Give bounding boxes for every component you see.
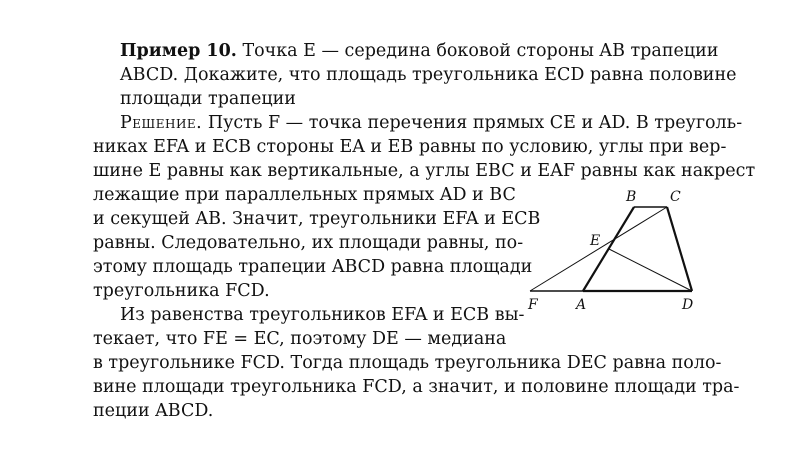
solution-line-4: лежащие при параллельных прямых AD и BC	[93, 185, 516, 205]
solution-line-7: этому площадь трапеции ABCD равна площади	[93, 257, 533, 277]
solution-line-13: пеции ABCD.	[93, 401, 214, 421]
solution-line-3: шине E равны как вертикальные, а углы EBC и EAF равны как накрест	[93, 161, 756, 181]
solution-line-1	[120, 112, 742, 134]
trapezoid-figure	[520, 185, 710, 315]
example-line-3: площади трапеции	[120, 89, 296, 109]
label-c: C	[670, 189, 681, 205]
solution-line-12: вине площади треугольника FCD, а значит, и половине площади тра-	[93, 377, 740, 397]
solution-line-9: Из равенства треугольников EFA и ECB вы-	[120, 305, 525, 325]
solution-line-6: равны. Следовательно, их площади равны, по-	[93, 233, 524, 253]
example-label: Пример 10.	[120, 41, 237, 61]
example-line-1	[120, 40, 718, 62]
label-b: B	[626, 189, 637, 205]
solution-text-1: Пусть F — точка перечения прямых CE и AD. В треуголь-	[207, 113, 743, 133]
solution-line-2: никах EFA и ECB стороны EA и EB равны по условию, углы при вер-	[93, 137, 727, 157]
line-cd	[667, 207, 692, 291]
solution-label: Решение.	[120, 113, 203, 133]
solution-line-8: треугольника FCD.	[93, 281, 270, 301]
line-fc	[530, 207, 667, 291]
label-e: E	[590, 233, 601, 249]
solution-line-5: и секущей AB. Значит, треугольники EFA и ECB	[93, 209, 541, 229]
label-a: A	[576, 297, 587, 313]
line-ed	[609, 249, 692, 291]
label-d: D	[682, 297, 694, 313]
line-ab	[583, 207, 634, 291]
label-f: F	[528, 297, 538, 313]
solution-line-11: в треугольнике FCD. Тогда площадь треугольника DEC равна поло-	[93, 353, 722, 373]
solution-line-10: текает, что FE = EC, поэтому DE — медиана	[93, 329, 507, 349]
example-line-2: ABCD. Докажите, что площадь треугольника ECD равна половине	[120, 65, 737, 85]
example-text-1: Точка E — середина боковой стороны AB трапеции	[242, 41, 719, 61]
